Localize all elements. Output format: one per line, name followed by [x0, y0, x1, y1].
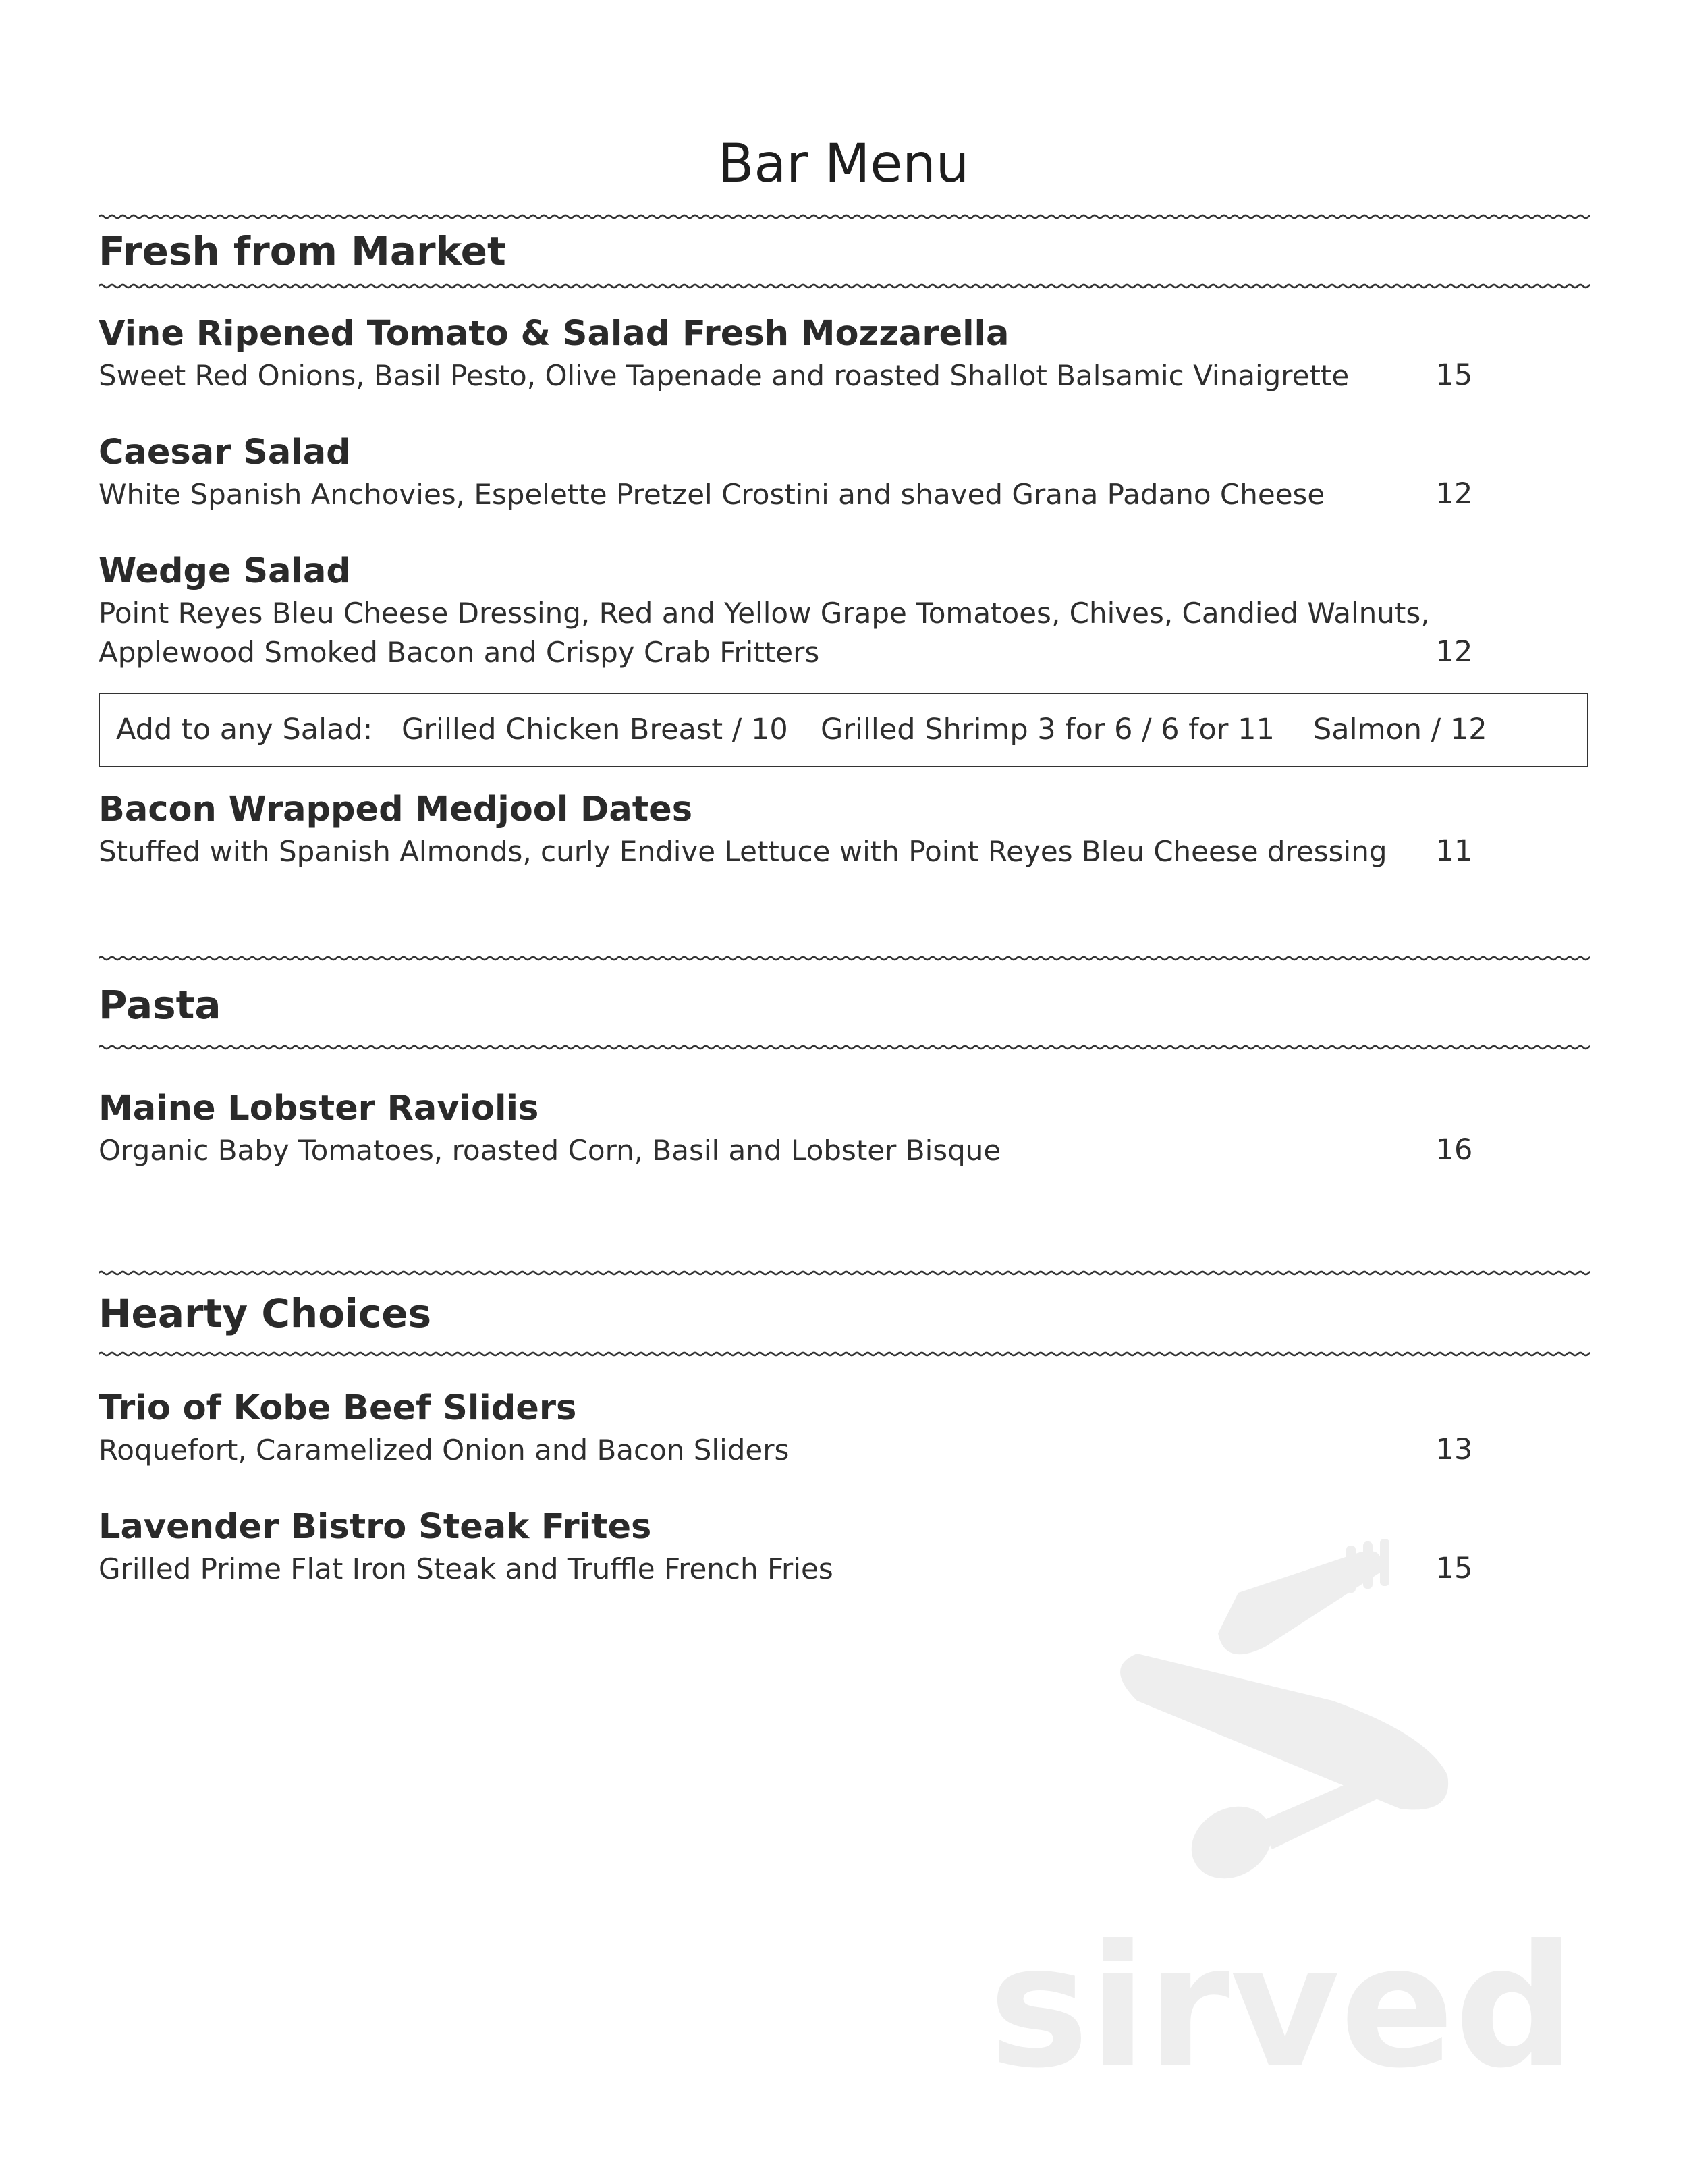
page-title: Bar Menu: [717, 134, 970, 194]
item-name: Caesar Salad: [99, 433, 351, 472]
item-name: Bacon Wrapped Medjool Dates: [99, 790, 693, 829]
item-name: Vine Ripened Tomato & Salad Fresh Mozzarella: [99, 314, 1010, 354]
wavy-divider: [99, 951, 1590, 966]
item-price: 11: [1435, 834, 1473, 868]
item-price: 12: [1435, 635, 1473, 669]
wavy-divider: [99, 209, 1590, 224]
item-description: Sweet Red Onions, Basil Pesto, Olive Tapenade and roasted Shallot Balsamic Vinaigrette: [99, 359, 1350, 392]
item-name: Wedge Salad: [99, 551, 351, 591]
item-description: Organic Baby Tomatoes, roasted Corn, Basil and Lobster Bisque: [99, 1134, 1001, 1167]
item-description: Roquefort, Caramelized Onion and Bacon Sliders: [99, 1434, 790, 1467]
section-heading-pasta: Pasta: [99, 982, 221, 1028]
addon-shrimp: Grilled Shrimp 3 for 6 / 6 for 11: [821, 713, 1275, 746]
addon-label: Add to any Salad:: [116, 713, 373, 746]
section-heading-fresh-from-market: Fresh from Market: [99, 228, 506, 274]
item-price: 15: [1435, 358, 1473, 392]
wavy-divider: [99, 1040, 1590, 1055]
item-description: Stuffed with Spanish Almonds, curly Endive Lettuce with Point Reyes Bleu Cheese dressing: [99, 835, 1387, 868]
addon-salmon: Salmon / 12: [1313, 713, 1487, 746]
item-description: Applewood Smoked Bacon and Crispy Crab Fritters: [99, 636, 820, 669]
item-description: Grilled Prime Flat Iron Steak and Truffle French Fries: [99, 1552, 833, 1585]
item-name: Lavender Bistro Steak Frites: [99, 1507, 652, 1547]
item-description: White Spanish Anchovies, Espelette Pretzel Crostini and shaved Grana Padano Cheese: [99, 478, 1325, 511]
wavy-divider: [99, 1346, 1590, 1361]
item-name: Trio of Kobe Beef Sliders: [99, 1388, 577, 1428]
addon-chicken: Grilled Chicken Breast / 10: [402, 713, 788, 746]
salad-addons-box: [99, 693, 1588, 767]
item-description: Point Reyes Bleu Cheese Dressing, Red and Yellow Grape Tomatoes, Chives, Candied Walnuts,: [99, 597, 1430, 630]
item-name: Maine Lobster Raviolis: [99, 1089, 539, 1128]
svg-text:sirved: sirved: [989, 1909, 1576, 2105]
item-price: 15: [1435, 1552, 1473, 1585]
item-price: 13: [1435, 1433, 1473, 1467]
wavy-divider: [99, 279, 1590, 294]
item-price: 16: [1435, 1133, 1473, 1167]
item-price: 12: [1435, 477, 1473, 511]
wavy-divider: [99, 1265, 1590, 1280]
section-heading-hearty-choices: Hearty Choices: [99, 1290, 432, 1336]
fork-and-spoon-icon: [982, 1532, 1657, 2126]
sirved-watermark: [982, 1532, 1657, 2126]
